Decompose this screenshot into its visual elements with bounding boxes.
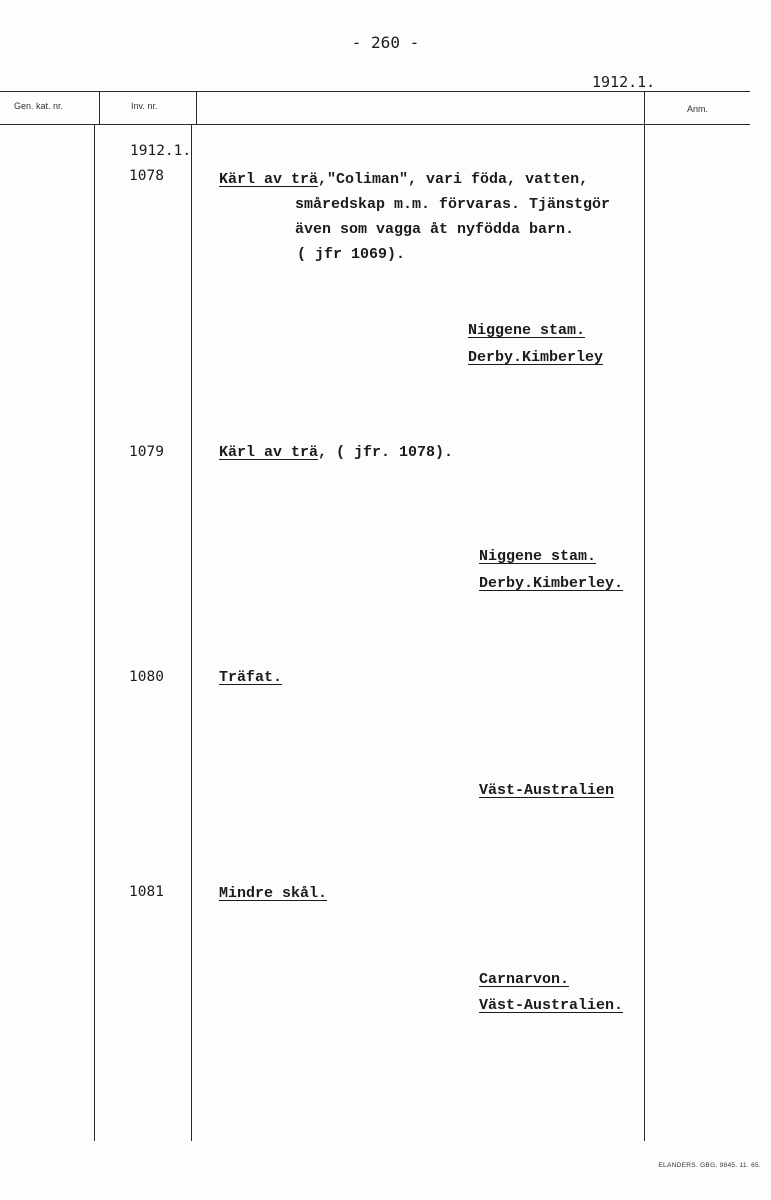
entry-title: Mindre skål.	[219, 885, 328, 902]
column-divider-2	[196, 91, 197, 125]
inv-number: 1078	[129, 168, 164, 184]
origin-line: Niggene stam.	[479, 548, 597, 565]
inv-number: 1081	[129, 884, 164, 900]
entry-title-line	[219, 444, 453, 461]
column-header-inv-nr: Inv. nr.	[131, 101, 158, 111]
header-bottom-rule	[0, 124, 750, 125]
entry-text-line: småredskap m.m. förvaras. Tjänstgör	[295, 196, 611, 213]
column-divider-1	[99, 91, 100, 125]
column-divider-3	[644, 91, 645, 1141]
inv-number: 1079	[129, 444, 164, 460]
entry-title-rest: ,"Coliman", vari föda, vatten,	[318, 171, 589, 188]
top-rule	[0, 91, 750, 92]
entry-title: Kärl av trä	[219, 444, 319, 461]
page-number: - 260 -	[351, 33, 420, 52]
entry-text-line: även som vagga åt nyfödda barn.	[295, 221, 575, 238]
section-year: 1912.1.	[130, 143, 192, 159]
entry-title-rest: , ( jfr. 1078).	[318, 444, 454, 461]
column-divider-1-body	[94, 124, 95, 1141]
origin-line: Niggene stam.	[468, 322, 586, 339]
year-header: 1912.1.	[592, 73, 656, 91]
entry-title-line	[219, 885, 327, 902]
origin-line: Carnarvon.	[479, 971, 570, 988]
entry-title: Kärl av trä	[219, 171, 319, 188]
entry-title-line	[219, 669, 282, 686]
printer-imprint: ELANDERS. GBG. 9845. 11. 65.	[658, 1162, 761, 1169]
entry-title-line	[219, 171, 588, 188]
origin-line: Derby.Kimberley.	[479, 575, 624, 592]
column-header-anm: Anm.	[687, 104, 709, 114]
entry-text-line: ( jfr 1069).	[297, 246, 406, 263]
column-header-gen-kat-nr: Gen. kat. nr.	[14, 101, 64, 111]
origin-line: Väst-Australien.	[479, 997, 624, 1014]
inv-number: 1080	[129, 669, 164, 685]
entry-title: Träfat.	[219, 669, 283, 686]
origin-line: Väst-Australien	[479, 782, 615, 799]
origin-line: Derby.Kimberley	[468, 349, 604, 366]
column-divider-2-body	[191, 124, 192, 1141]
